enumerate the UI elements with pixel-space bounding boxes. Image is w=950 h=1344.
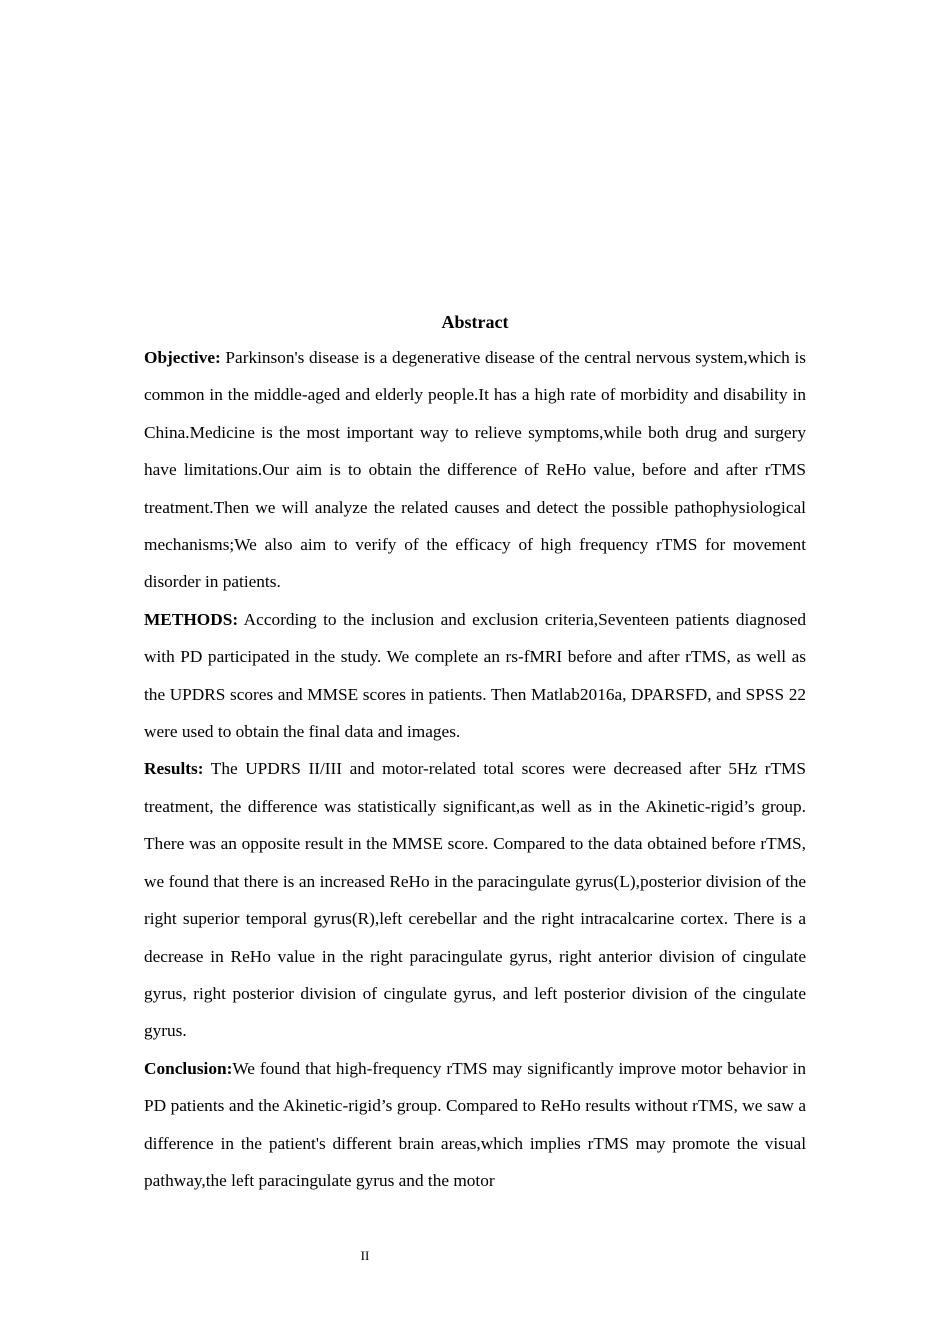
methods-text: According to the inclusion and exclusion criteria,Seventeen patients diagnosed with PD participated in the study. We complete an rs-fMRI before and after rTMS, as well as the UPDRS scores and MMSE scores in patients. Then Matlab2016a, DPARSFD, and SPSS 22 were used to obtain the final data and images.	[144, 609, 806, 742]
abstract-body	[144, 339, 806, 1199]
results-heading: Results:	[144, 759, 204, 779]
page-number: II	[360, 1248, 370, 1263]
objective-text: Parkinson's disease is a degenerative disease of the central nervous system,which is common in the middle-aged and elderly people.It has a high rate of morbidity and disability in China.Medicine is the most important way to relieve symptoms,while both drug and surgery have limitations.Our aim is to obtain the difference of ReHo value, before and after rTMS treatment.Then we will analyze the related causes and detect the possible pathophysiological mechanisms;We also aim to verify of the efficacy of high frequency rTMS for movement disorder in patients.	[144, 348, 806, 592]
objective-paragraph	[144, 339, 806, 601]
results-paragraph	[144, 750, 806, 1049]
results-text: The UPDRS II/III and motor-related total scores were decreased after 5Hz rTMS treatment, the difference was statistically significant,as well as in the Akinetic-rigid’s group. There was an opposite result in the MMSE score. Compared to the data obtained before rTMS, we found that there is an increased ReHo in the paracingulate gyrus(L),posterior division of the right superior temporal gyrus(R),left cerebellar and the right intracalcarine cortex. There is a decrease in ReHo value in the right paracingulate gyrus, right anterior division of cingulate gyrus, right posterior division of cingulate gyrus, and left posterior division of the cingulate gyrus.	[144, 759, 806, 1041]
objective-heading: Objective:	[144, 348, 221, 367]
conclusion-text: We found that high-frequency rTMS may significantly improve motor behavior in PD patients and the Akinetic-rigid’s group. Compared to ReHo results without rTMS, we saw a difference in the patient's different brain areas,which implies rTMS may promote the visual pathway,the left paracingulate gyrus and the motor	[144, 1058, 806, 1190]
methods-paragraph	[144, 601, 806, 751]
conclusion-paragraph	[144, 1050, 806, 1200]
conclusion-heading: Conclusion:	[144, 1058, 233, 1078]
results-separator	[204, 759, 211, 778]
methods-heading: METHODS:	[144, 609, 239, 629]
abstract-title: Abstract	[441, 312, 509, 332]
